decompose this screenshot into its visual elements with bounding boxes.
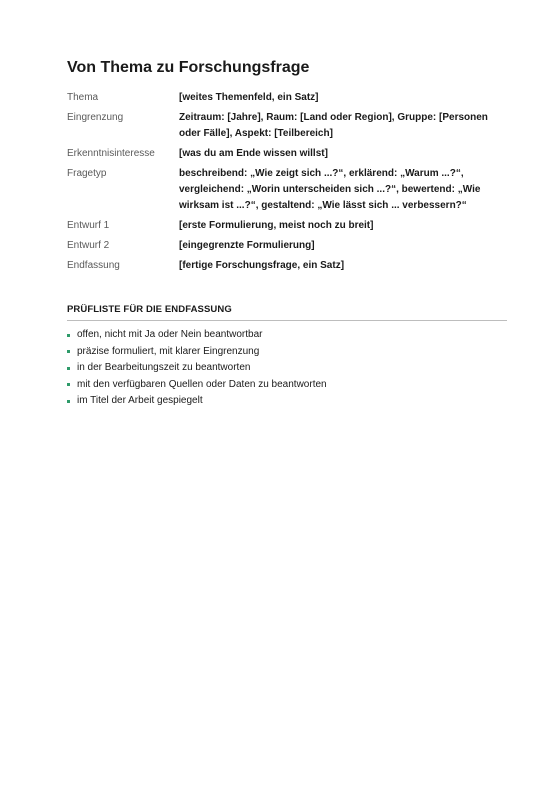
row-label: Erkenntnisinteresse xyxy=(67,148,155,159)
row-value: [weites Themenfeld, ein Satz] xyxy=(179,92,319,103)
row-entwurf-1 xyxy=(67,218,507,234)
row-eingrenzung xyxy=(67,110,507,142)
row-value: Zeitraum: [Jahre], Raum: [Land oder Region], Gruppe: [Personen oder Fälle], Aspekt: [Teilbereich] xyxy=(179,112,488,139)
row-value: [was du am Ende wissen willst] xyxy=(179,148,328,159)
row-value: [erste Formulierung, meist noch zu breit] xyxy=(179,220,374,231)
list-item xyxy=(67,327,507,344)
square-bullet-icon xyxy=(67,383,70,386)
square-bullet-icon xyxy=(67,334,70,337)
row-entwurf-2 xyxy=(67,238,507,254)
list-item-text: mit den verfügbaren Quellen oder Daten zu beantworten xyxy=(77,378,327,390)
row-value: beschreibend: „Wie zeigt sich ...?“, erklärend: „Warum ...?“, vergleichend: „Worin unterscheiden sich ...?“, bewertend: „Wie wirksam ist ...?“, gestaltend: „Wie lässt sich ... verbessern?“ xyxy=(179,168,481,211)
page-title: Von Thema zu Forschungsfrage xyxy=(67,59,310,76)
list-item xyxy=(67,377,507,394)
row-value: [eingegrenzte Formulierung] xyxy=(179,240,315,251)
row-label: Endfassung xyxy=(67,260,120,271)
list-item xyxy=(67,360,507,377)
list-item-text: in der Bearbeitungszeit zu beantworten xyxy=(77,362,251,373)
list-item xyxy=(67,344,507,361)
row-erkenntnisinteresse xyxy=(67,146,507,162)
row-label: Entwurf 2 xyxy=(67,240,110,251)
row-fragetyp xyxy=(67,166,507,214)
row-label: Entwurf 1 xyxy=(67,220,110,231)
row-value: [fertige Forschungsfrage, ein Satz] xyxy=(179,260,345,271)
square-bullet-icon xyxy=(67,350,70,353)
list-item-text: offen, nicht mit Ja oder Nein beantwortbar xyxy=(77,329,263,340)
list-item xyxy=(67,393,507,410)
square-bullet-icon xyxy=(67,400,70,403)
row-endfassung xyxy=(67,258,507,274)
row-thema xyxy=(67,90,507,106)
square-bullet-icon xyxy=(67,367,70,370)
row-label: Eingrenzung xyxy=(67,112,124,123)
checklist-heading: PRÜFLISTE FÜR DIE ENDFASSUNG xyxy=(67,304,507,321)
list-item-text: präzise formuliert, mit klarer Eingrenzung xyxy=(77,345,260,357)
row-label: Thema xyxy=(67,92,99,103)
checklist-list xyxy=(67,327,507,410)
list-item-text: im Titel der Arbeit gespiegelt xyxy=(77,395,203,406)
worksheet-table xyxy=(67,90,507,274)
row-label: Fragetyp xyxy=(67,168,107,179)
checklist-section xyxy=(67,304,507,410)
